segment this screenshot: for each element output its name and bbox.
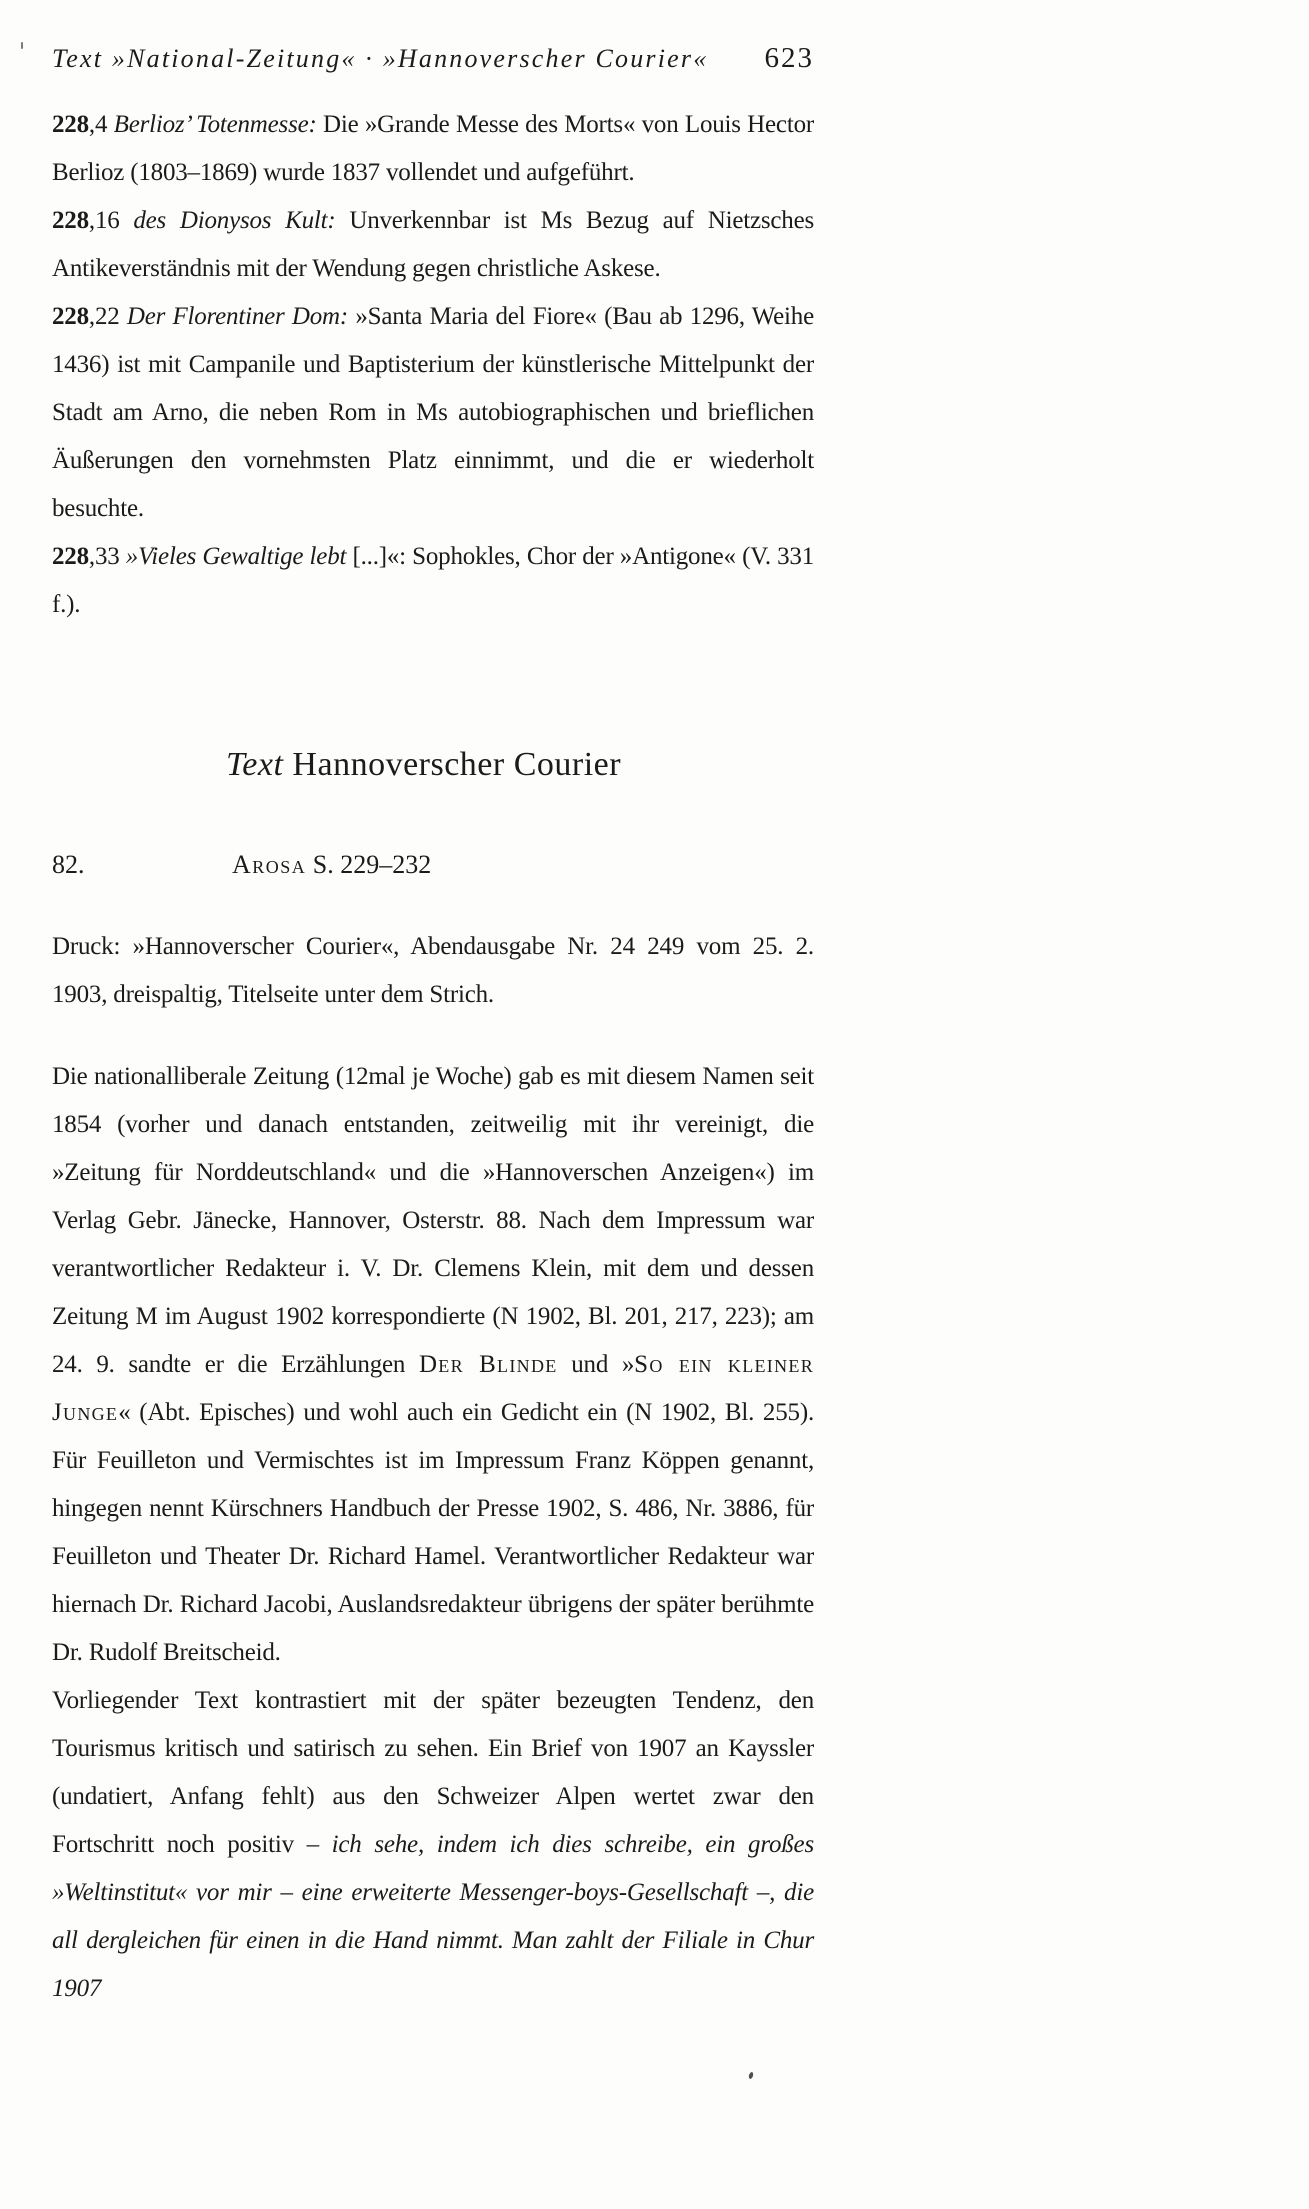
commentary-apparatus — [52, 101, 814, 629]
catalog-item-row — [52, 847, 814, 883]
catalog-item-number: 82. — [52, 850, 85, 879]
running-header — [52, 42, 814, 75]
print-source-note: Druck: »Hannoverscher Courier«, Abendausgabe Nr. 24 249 vom 25. 2. 1903, dreispaltig, Titelseite unter dem Strich. — [52, 933, 814, 1008]
running-header-title: Text »National-Zeitung« · »Hannoverscher Courier« — [52, 44, 709, 73]
commentary-entry-228-22: 228,22 Der Florentiner Dom: »Santa Maria del Fiore« (Bau ab 1296, Weihe 1436) ist mit Campanile und Baptisterium der künstlerische Mittelpunkt der Stadt am Arno, die neben Rom in Ms autobiographischen und brieflichen Äußerungen den vornehmsten Platz einnimmt, und die er wiederholt besuchte. — [52, 303, 814, 522]
catalog-item-title: Arosa S. 229–232 — [232, 850, 432, 879]
commentary-entry-228-16: 228,16 des Dionysos Kult: Unverkennbar ist Ms Bezug auf Nietzsches Antikeverständnis mit der Wendung gegen christliche Askese. — [52, 207, 815, 282]
section-heading: Text Hannoverscher Courier — [226, 746, 622, 783]
commentary-entry-228-4: 228,4 Berlioz’ Totenmesse: Die »Grande Messe des Morts« von Louis Hector Berlioz (1803–1869) wurde 1837 vollendet und aufgeführt. — [52, 111, 814, 186]
scan-artifact-dot — [748, 2072, 754, 2080]
body-paragraph-1: Die nationalliberale Zeitung (12mal je Woche) gab es mit diesem Namen seit 1854 (vorher und danach entstanden, zeitweilig mit ihr vereinigt, die »Zeitung für Norddeutschland« und die »Hannoverschen Anzeigen«) im Verlag Gebr. Jänecke, Hannover, Osterstr. 88. Nach dem Impressum war verantwortlicher Redakteur i. V. Dr. Clemens Klein, mit dem und dessen Zeitung M im August 1902 korrespondierte (N 1902, Bl. 201, 217, 223); am 24. 9. sandte er die Erzählungen Der Blinde und »So ein kleiner Junge« (Abt. Episches) und wohl auch ein Gedicht ein (N 1902, Bl. 255). Für Feuilleton und Vermischtes ist im Impressum Franz Köppen genannt, hingegen nennt Kürschners Handbuch der Presse 1902, S. 486, Nr. 3886, für Feuilleton und Theater Dr. Richard Hamel. Verantwortlicher Redakteur war hiernach Dr. Richard Jacobi, Auslandsredakteur übrigens der später berühmte Dr. Rudolf Breitscheid. — [52, 1063, 815, 1666]
body-paragraph-2: Vorliegender Text kontrastiert mit der später bezeugten Tendenz, den Tourismus kritisch und satirisch zu sehen. Ein Brief von 1907 an Kayssler (undatiert, Anfang fehlt) aus den Schweizer Alpen wertet zwar den Fortschritt noch positiv – ich sehe, indem ich dies schreibe, ein großes »Weltinstitut« vor mir – eine erweiterte Messenger-boys-Gesellschaft –, die all dergleichen für einen in die Hand nimmt. Man zahlt der Filiale in Chur 1907 — [52, 1687, 814, 2002]
scan-artifact-tick — [21, 42, 23, 49]
commentary-entry-228-33: 228,33 »Vieles Gewaltige lebt [...]«: Sophokles, Chor der »Antigone« (V. 331 f.). — [52, 543, 815, 618]
page-number: 623 — [764, 42, 814, 74]
